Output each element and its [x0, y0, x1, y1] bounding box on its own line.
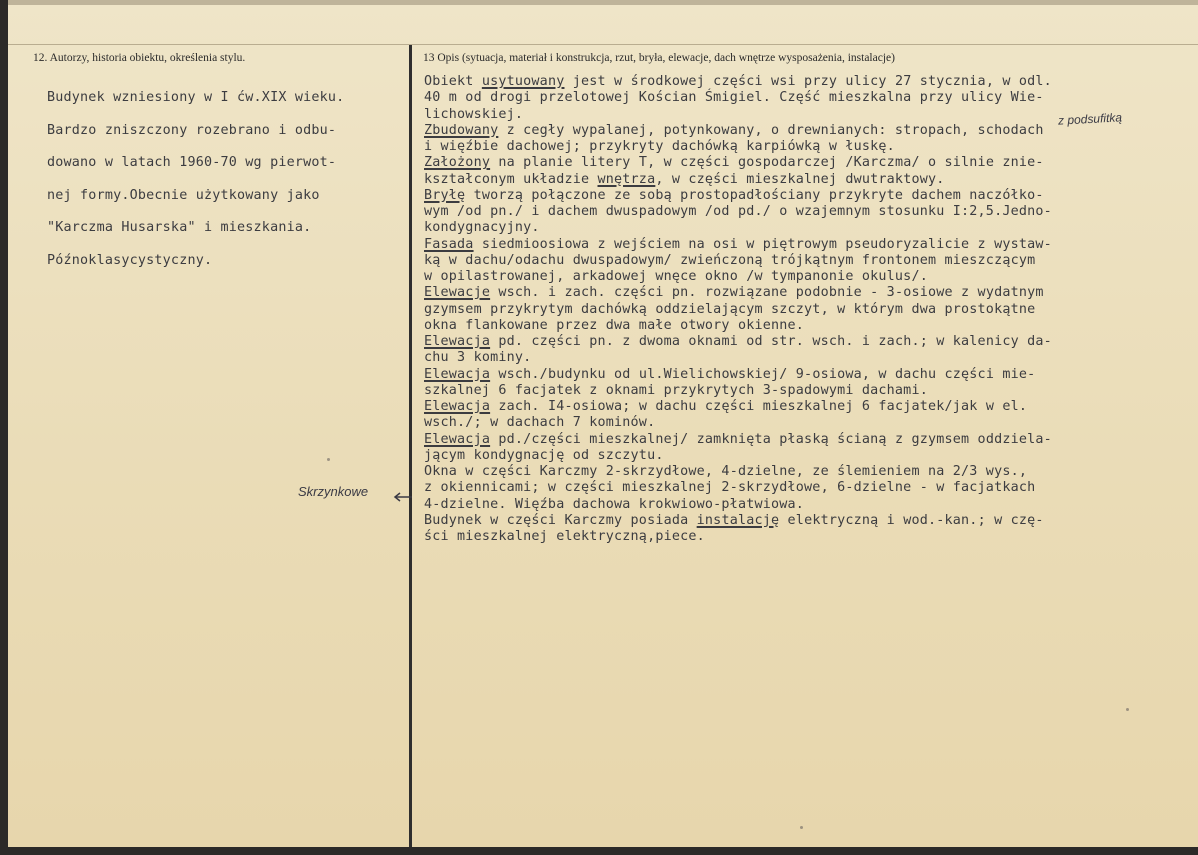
description-line: wsch./; w dachach 7 kominów. [424, 415, 656, 431]
handwritten-note-skrzynkowe: Skrzynkowe [298, 484, 369, 499]
underlined-keyword: Założony [424, 155, 491, 171]
underlined-keyword: instalację [696, 512, 780, 528]
description-line: Zbudowany z cegły wypalanej, potynkowany, o drewnianych: stropach, schodach [424, 122, 1044, 138]
description-line: Budynek w części Karczmy posiada instalację elektryczną i wod.-kan.; w czę- [424, 512, 1044, 528]
underlined-keyword: Zbudowany [424, 122, 499, 138]
description-line: z okiennicami; w części mieszkalnej 2-skrzydłowe, 6-dzielne - w facjatkach [424, 480, 1036, 496]
history-line: "Karczma Husarska" i mieszkania. [47, 220, 312, 236]
underlined-keyword: Fasada [424, 236, 474, 252]
description-line: ką w dachu/odachu dwuspadowym/ zwieńczoną trójkątnym frontonem mieszczącym [424, 252, 1036, 268]
description-line: gzymsem przykrytym dachówką oddzielającym szczyt, w którym dwa prostokątne [424, 301, 1036, 317]
description-line: w opilastrowanej, arkadowej wnęce okno /w tympanonie okulus/. [424, 269, 928, 284]
underlined-keyword: usytuowany [481, 74, 565, 89]
description-line: szkalnej 6 facjatek z oknami przykrytych 3-spadowymi dachami. [424, 382, 928, 398]
handwritten-note-podsufitka: z podsufitką [1057, 110, 1123, 128]
description-line: kształconym układzie wnętrza, w części mieszkalnej dwutraktowy. [424, 171, 945, 187]
column-divider [409, 45, 412, 847]
section-13-header: 13 Opis (sytuacja, materiał i konstrukcja, rzut, bryła, elewacje, dach wnętrze wysposażenia, instalacje) [423, 52, 895, 64]
history-line: dowano w latach 1960-70 wg pierwot- [47, 155, 337, 171]
history-line: Bardzo zniszczony rozebrano i odbu- [47, 122, 337, 138]
description-line: lichowskiej. [424, 106, 524, 122]
description-line: Elewacja zach. I4-osiowa; w dachu części mieszkalnej 6 facjatek/jak w el. [424, 399, 1028, 414]
underlined-keyword: Elewacja [424, 366, 491, 382]
description-line: Elewacje wsch. i zach. części pn. rozwiązane podobnie - 3-osiowe z wydatnym [424, 285, 1044, 301]
description-line: ści mieszkalnej elektryczną,piece. [424, 529, 705, 544]
description-line: kondygnacyjny. [424, 220, 540, 236]
arrow-left-icon [393, 492, 413, 502]
description-line: Elewacja pd. części pn. z dwoma oknami od str. wsch. i zach.; w kalenicy da- [424, 334, 1052, 349]
underlined-keyword: Elewacje [424, 285, 491, 301]
description-line: jącym kondygnację od szczytu. [424, 447, 664, 463]
history-line: Budynek wzniesiony w I ćw.XIX wieku. [47, 90, 345, 106]
description-line: Bryłę tworzą połączone ze sobą prostopadłościany przykryte dachem naczółko- [424, 187, 1044, 203]
description-line: wym /od pn./ i dachem dwuspadowym /od pd./ o wzajemnym stosunku I:2,5.Jedno- [424, 204, 1052, 219]
underlined-keyword: wnętrza [597, 171, 656, 187]
description-line: 40 m od drogi przelotowej Kościan Śmigiel. Część mieszkalna przy ulicy Wie- [424, 90, 1044, 106]
history-line: Późnoklasycystyczny. [47, 252, 213, 268]
description-line: okna flankowane przez dwa małe otwory okienne. [424, 317, 805, 333]
description-line: Elewacja wsch./budynku od ul.Wielichowskiej/ 9-osiowa, w dachu części mie- [424, 366, 1036, 382]
underlined-keyword: Bryłę [424, 187, 466, 203]
underlined-keyword: Elewacja [424, 399, 491, 414]
header-rule [8, 44, 1198, 45]
page-top-edge [0, 0, 1198, 5]
description-line: Okna w części Karczmy 2-skrzydłowe, 4-dzielne, ze ślemieniem na 2/3 wys., [424, 464, 1028, 479]
underlined-keyword: Elewacja [424, 431, 491, 447]
description-line: Elewacja pd./części mieszkalnej/ zamknięta płaską ścianą z gzymsem oddziela- [424, 431, 1052, 447]
description-line: Założony na planie litery T, w części gospodarczej /Karczma/ o silnie znie- [424, 155, 1044, 171]
paper-speck [800, 826, 803, 829]
page-left-edge [0, 0, 8, 855]
history-line: nej formy.Obecnie użytkowany jako [47, 187, 320, 203]
underlined-keyword: Elewacja [424, 334, 491, 349]
page-bottom-edge [0, 847, 1198, 855]
description-text [424, 74, 1052, 545]
section-12-header: 12. Autorzy, historia obiektu, określenia stylu. [33, 52, 246, 64]
description-line: chu 3 kominy. [424, 350, 532, 366]
description-line: Obiekt usytuowany jest w środkowej części wsi przy ulicy 27 stycznia, w odl. [424, 74, 1052, 89]
description-line: Fasada siedmioosiowa z wejściem na osi w piętrowym pseudoryzalicie z wystaw- [424, 236, 1052, 252]
paper-speck [327, 458, 330, 461]
description-line: i więźbie dachowej; przykryty dachówką karpiówką w łuskę. [424, 139, 895, 154]
description-line: 4-dzielne. Więźba dachowa krokwiowo-płatwiowa. [424, 496, 805, 512]
history-text [47, 74, 344, 285]
paper-speck [1126, 708, 1129, 711]
